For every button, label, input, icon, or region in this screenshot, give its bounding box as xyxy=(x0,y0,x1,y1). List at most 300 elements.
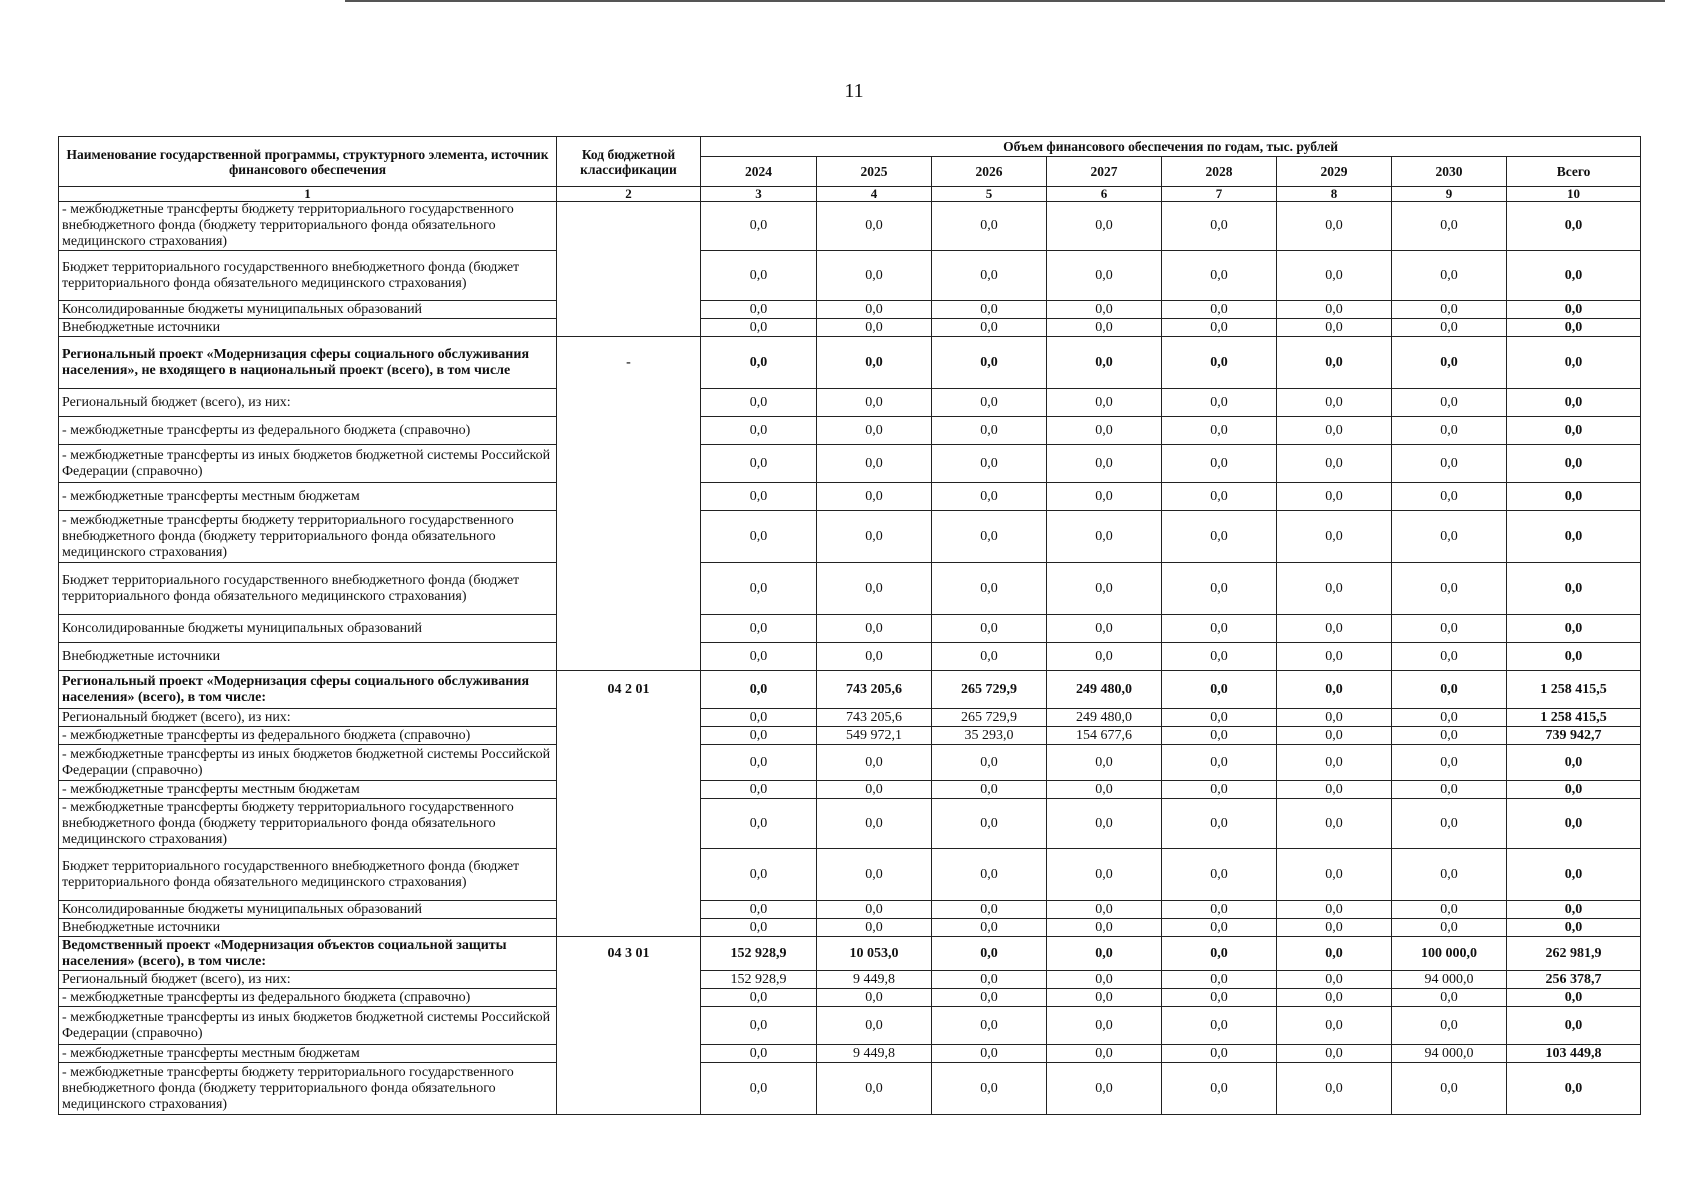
row-value: 0,0 xyxy=(701,901,817,919)
row-code xyxy=(557,919,701,937)
row-value: 94 000,0 xyxy=(1392,971,1507,989)
table-row xyxy=(59,643,1641,671)
row-total: 0,0 xyxy=(1507,849,1641,901)
row-total: 1 258 415,5 xyxy=(1507,671,1641,709)
row-name: Региональный бюджет (всего), из них: xyxy=(59,709,557,727)
row-value: 0,0 xyxy=(701,849,817,901)
row-total: 0,0 xyxy=(1507,901,1641,919)
column-number: 5 xyxy=(932,187,1047,202)
header-year: 2027 xyxy=(1047,157,1162,187)
table-row xyxy=(59,709,1641,727)
row-total: 0,0 xyxy=(1507,251,1641,301)
row-value: 0,0 xyxy=(1392,251,1507,301)
row-value: 0,0 xyxy=(1162,745,1277,781)
row-total: 0,0 xyxy=(1507,1063,1641,1115)
row-name: - межбюджетные трансферты из федерального бюджета (справочно) xyxy=(59,727,557,745)
row-total: 0,0 xyxy=(1507,781,1641,799)
row-value: 0,0 xyxy=(817,745,932,781)
row-value: 0,0 xyxy=(1392,745,1507,781)
row-value: 0,0 xyxy=(1162,1007,1277,1045)
header-row-1 xyxy=(59,137,1641,157)
row-value: 0,0 xyxy=(1047,483,1162,511)
row-value: 0,0 xyxy=(1047,643,1162,671)
row-value: 0,0 xyxy=(932,919,1047,937)
row-value: 743 205,6 xyxy=(817,671,932,709)
row-value: 0,0 xyxy=(1162,901,1277,919)
header-year: 2030 xyxy=(1392,157,1507,187)
row-value: 0,0 xyxy=(1392,1007,1507,1045)
row-value: 0,0 xyxy=(701,301,817,319)
row-value: 0,0 xyxy=(1162,319,1277,337)
row-value: 9 449,8 xyxy=(817,971,932,989)
row-value: 0,0 xyxy=(1392,483,1507,511)
table-row xyxy=(59,971,1641,989)
row-value: 0,0 xyxy=(1162,202,1277,251)
row-value: 0,0 xyxy=(1162,445,1277,483)
row-value: 0,0 xyxy=(1047,901,1162,919)
row-value: 0,0 xyxy=(1277,1007,1392,1045)
row-value: 0,0 xyxy=(1277,919,1392,937)
column-number: 4 xyxy=(817,187,932,202)
header-name: Наименование государственной программы, структурного элемента, источник финансового обеспечения xyxy=(59,137,557,187)
row-name: Региональный бюджет (всего), из них: xyxy=(59,389,557,417)
row-value: 0,0 xyxy=(1162,937,1277,971)
row-value: 0,0 xyxy=(817,337,932,389)
row-value: 0,0 xyxy=(1277,563,1392,615)
row-name: - межбюджетные трансферты местным бюджетам xyxy=(59,1045,557,1063)
row-value: 0,0 xyxy=(1277,671,1392,709)
row-value: 35 293,0 xyxy=(932,727,1047,745)
row-value: 0,0 xyxy=(1392,511,1507,563)
row-value: 0,0 xyxy=(1162,417,1277,445)
row-value: 0,0 xyxy=(1162,643,1277,671)
row-value: 0,0 xyxy=(1162,971,1277,989)
row-total: 0,0 xyxy=(1507,643,1641,671)
row-name: Региональный бюджет (всего), из них: xyxy=(59,971,557,989)
row-name: Ведомственный проект «Модернизация объектов социальной защиты населения» (всего), в том числе: xyxy=(59,937,557,971)
table-row xyxy=(59,563,1641,615)
table-row xyxy=(59,849,1641,901)
row-value: 0,0 xyxy=(1277,989,1392,1007)
row-code xyxy=(557,563,701,615)
row-value: 0,0 xyxy=(1162,615,1277,643)
column-number: 2 xyxy=(557,187,701,202)
row-value: 0,0 xyxy=(932,319,1047,337)
row-total: 0,0 xyxy=(1507,1007,1641,1045)
table-row xyxy=(59,511,1641,563)
row-code xyxy=(557,251,701,301)
row-value: 0,0 xyxy=(1392,643,1507,671)
row-value: 743 205,6 xyxy=(817,709,932,727)
row-value: 0,0 xyxy=(817,319,932,337)
row-value: 0,0 xyxy=(701,483,817,511)
row-value: 0,0 xyxy=(1047,563,1162,615)
row-total: 0,0 xyxy=(1507,563,1641,615)
row-code xyxy=(557,989,701,1007)
row-code xyxy=(557,417,701,445)
row-total: 0,0 xyxy=(1507,989,1641,1007)
row-value: 0,0 xyxy=(701,389,817,417)
row-value: 0,0 xyxy=(701,1045,817,1063)
row-value: 0,0 xyxy=(1277,781,1392,799)
row-value: 0,0 xyxy=(817,511,932,563)
row-total: 0,0 xyxy=(1507,745,1641,781)
row-value: 0,0 xyxy=(1277,337,1392,389)
row-value: 0,0 xyxy=(932,989,1047,1007)
row-value: 0,0 xyxy=(1392,615,1507,643)
row-value: 0,0 xyxy=(1047,781,1162,799)
row-code xyxy=(557,615,701,643)
row-value: 0,0 xyxy=(701,615,817,643)
row-value: 0,0 xyxy=(1392,849,1507,901)
row-value: 0,0 xyxy=(1162,919,1277,937)
row-value: 0,0 xyxy=(1392,781,1507,799)
row-value: 152 928,9 xyxy=(701,937,817,971)
row-code xyxy=(557,849,701,901)
row-total: 0,0 xyxy=(1507,615,1641,643)
row-total: 0,0 xyxy=(1507,389,1641,417)
row-value: 0,0 xyxy=(701,671,817,709)
table-row-project xyxy=(59,671,1641,709)
row-name: - межбюджетные трансферты из иных бюджетов бюджетной системы Российской Федерации (справочно) xyxy=(59,445,557,483)
row-value: 0,0 xyxy=(1392,389,1507,417)
row-value: 0,0 xyxy=(1162,1045,1277,1063)
row-value: 0,0 xyxy=(1162,337,1277,389)
row-code xyxy=(557,319,701,337)
row-value: 0,0 xyxy=(1277,971,1392,989)
row-value: 0,0 xyxy=(1277,643,1392,671)
row-code xyxy=(557,781,701,799)
row-value: 0,0 xyxy=(1047,919,1162,937)
row-value: 0,0 xyxy=(932,445,1047,483)
row-value: 0,0 xyxy=(932,483,1047,511)
row-value: 0,0 xyxy=(817,389,932,417)
row-code: 04 3 01 xyxy=(557,937,701,971)
row-value: 0,0 xyxy=(932,251,1047,301)
row-value: 0,0 xyxy=(932,901,1047,919)
row-value: 0,0 xyxy=(1392,337,1507,389)
table-row xyxy=(59,901,1641,919)
row-value: 0,0 xyxy=(1047,319,1162,337)
row-value: 0,0 xyxy=(932,745,1047,781)
row-name: - межбюджетные трансферты из федерального бюджета (справочно) xyxy=(59,989,557,1007)
row-value: 0,0 xyxy=(1047,389,1162,417)
row-value: 0,0 xyxy=(1392,901,1507,919)
row-total: 0,0 xyxy=(1507,511,1641,563)
row-value: 0,0 xyxy=(1047,615,1162,643)
row-value: 0,0 xyxy=(701,745,817,781)
row-code xyxy=(557,1045,701,1063)
row-value: 0,0 xyxy=(1277,799,1392,849)
row-value: 0,0 xyxy=(1277,849,1392,901)
row-value: 0,0 xyxy=(1047,511,1162,563)
row-code xyxy=(557,1063,701,1115)
row-value: 0,0 xyxy=(817,849,932,901)
column-number: 1 xyxy=(59,187,557,202)
row-value: 0,0 xyxy=(1392,202,1507,251)
row-value: 0,0 xyxy=(1392,417,1507,445)
table-row xyxy=(59,799,1641,849)
row-value: 0,0 xyxy=(1277,319,1392,337)
row-value: 0,0 xyxy=(817,251,932,301)
row-total: 0,0 xyxy=(1507,919,1641,937)
table-row xyxy=(59,615,1641,643)
header-year: 2025 xyxy=(817,157,932,187)
row-value: 0,0 xyxy=(1277,301,1392,319)
row-name: Внебюджетные источники xyxy=(59,919,557,937)
row-value: 0,0 xyxy=(932,849,1047,901)
column-number: 7 xyxy=(1162,187,1277,202)
row-value: 0,0 xyxy=(1277,511,1392,563)
row-name: Внебюджетные источники xyxy=(59,319,557,337)
row-name: - межбюджетные трансферты бюджету территориального государственного внебюджетного фонда (бюджету территориального фонда обязательного медицинского страхования) xyxy=(59,511,557,563)
row-value: 0,0 xyxy=(817,799,932,849)
row-value: 0,0 xyxy=(1047,1045,1162,1063)
row-value: 0,0 xyxy=(932,781,1047,799)
row-value: 0,0 xyxy=(932,337,1047,389)
row-name: Консолидированные бюджеты муниципальных образований xyxy=(59,615,557,643)
row-value: 0,0 xyxy=(817,781,932,799)
row-total: 1 258 415,5 xyxy=(1507,709,1641,727)
row-value: 0,0 xyxy=(1162,727,1277,745)
row-code xyxy=(557,511,701,563)
row-value: 0,0 xyxy=(1047,971,1162,989)
row-value: 0,0 xyxy=(817,643,932,671)
table-row xyxy=(59,445,1641,483)
row-value: 0,0 xyxy=(1162,849,1277,901)
row-value: 0,0 xyxy=(932,937,1047,971)
row-value: 0,0 xyxy=(701,799,817,849)
column-number: 10 xyxy=(1507,187,1641,202)
row-name: Региональный проект «Модернизация сферы социального обслуживания населения» (всего), в том числе: xyxy=(59,671,557,709)
row-total: 0,0 xyxy=(1507,483,1641,511)
table-row xyxy=(59,745,1641,781)
row-value: 0,0 xyxy=(1277,745,1392,781)
row-value: 0,0 xyxy=(1047,301,1162,319)
row-code xyxy=(557,301,701,319)
column-number: 6 xyxy=(1047,187,1162,202)
row-value: 0,0 xyxy=(1277,1045,1392,1063)
row-value: 265 729,9 xyxy=(932,709,1047,727)
row-value: 100 000,0 xyxy=(1392,937,1507,971)
row-value: 0,0 xyxy=(1047,799,1162,849)
row-total: 0,0 xyxy=(1507,799,1641,849)
row-value: 0,0 xyxy=(701,643,817,671)
row-value: 0,0 xyxy=(1162,563,1277,615)
column-number: 3 xyxy=(701,187,817,202)
table-row xyxy=(59,1007,1641,1045)
row-value: 0,0 xyxy=(817,1007,932,1045)
row-name: - межбюджетные трансферты бюджету территориального государственного внебюджетного фонда (бюджету территориального фонда обязательного медицинского страхования) xyxy=(59,202,557,251)
row-value: 0,0 xyxy=(701,251,817,301)
row-value: 0,0 xyxy=(1392,319,1507,337)
row-code xyxy=(557,445,701,483)
row-name: - межбюджетные трансферты местным бюджетам xyxy=(59,781,557,799)
row-value: 154 677,6 xyxy=(1047,727,1162,745)
row-value: 0,0 xyxy=(1162,251,1277,301)
table-row-project xyxy=(59,937,1641,971)
table-row xyxy=(59,251,1641,301)
row-value: 0,0 xyxy=(1277,901,1392,919)
row-value: 0,0 xyxy=(701,727,817,745)
row-value: 0,0 xyxy=(1277,417,1392,445)
row-value: 0,0 xyxy=(1392,919,1507,937)
row-code xyxy=(557,745,701,781)
row-value: 9 449,8 xyxy=(817,1045,932,1063)
row-value: 265 729,9 xyxy=(932,671,1047,709)
row-value: 249 480,0 xyxy=(1047,671,1162,709)
header-code: Код бюджетной классификации xyxy=(557,137,701,187)
table-row xyxy=(59,417,1641,445)
table-row xyxy=(59,202,1641,251)
row-value: 0,0 xyxy=(1047,417,1162,445)
row-name: - межбюджетные трансферты из иных бюджетов бюджетной системы Российской Федерации (справочно) xyxy=(59,745,557,781)
table-row xyxy=(59,389,1641,417)
row-value: 0,0 xyxy=(701,989,817,1007)
row-value: 0,0 xyxy=(1047,445,1162,483)
row-name: Консолидированные бюджеты муниципальных образований xyxy=(59,901,557,919)
header-year: 2026 xyxy=(932,157,1047,187)
row-value: 0,0 xyxy=(701,511,817,563)
row-code: - xyxy=(557,337,701,389)
row-value: 0,0 xyxy=(1277,202,1392,251)
row-value: 0,0 xyxy=(817,901,932,919)
table-row xyxy=(59,1063,1641,1115)
table-row xyxy=(59,483,1641,511)
row-value: 0,0 xyxy=(1277,389,1392,417)
row-value: 0,0 xyxy=(932,971,1047,989)
row-value: 0,0 xyxy=(1047,337,1162,389)
row-value: 0,0 xyxy=(1047,1063,1162,1115)
row-value: 0,0 xyxy=(1162,511,1277,563)
row-value: 0,0 xyxy=(701,563,817,615)
row-total: 256 378,7 xyxy=(1507,971,1641,989)
row-value: 0,0 xyxy=(1162,671,1277,709)
row-total: 262 981,9 xyxy=(1507,937,1641,971)
row-value: 0,0 xyxy=(932,1045,1047,1063)
row-value: 0,0 xyxy=(932,563,1047,615)
column-number: 8 xyxy=(1277,187,1392,202)
row-value: 0,0 xyxy=(932,202,1047,251)
header-year: 2024 xyxy=(701,157,817,187)
row-value: 0,0 xyxy=(701,1063,817,1115)
row-value: 0,0 xyxy=(1277,937,1392,971)
row-code xyxy=(557,727,701,745)
row-value: 0,0 xyxy=(1047,251,1162,301)
row-value: 249 480,0 xyxy=(1047,709,1162,727)
row-value: 0,0 xyxy=(1277,445,1392,483)
row-value: 0,0 xyxy=(1277,615,1392,643)
row-value: 0,0 xyxy=(932,389,1047,417)
row-value: 0,0 xyxy=(932,511,1047,563)
row-value: 0,0 xyxy=(701,1007,817,1045)
page-number: 11 xyxy=(844,80,864,102)
row-value: 94 000,0 xyxy=(1392,1045,1507,1063)
row-value: 0,0 xyxy=(1277,709,1392,727)
row-name: - межбюджетные трансферты из федерального бюджета (справочно) xyxy=(59,417,557,445)
row-total: 0,0 xyxy=(1507,417,1641,445)
table-row xyxy=(59,727,1641,745)
row-name: - межбюджетные трансферты бюджету территориального государственного внебюджетного фонда (бюджету территориального фонда обязательного медицинского страхования) xyxy=(59,1063,557,1115)
row-value: 0,0 xyxy=(701,781,817,799)
row-value: 0,0 xyxy=(932,301,1047,319)
row-value: 0,0 xyxy=(817,445,932,483)
financing-table xyxy=(58,136,1641,1115)
row-value: 0,0 xyxy=(1162,799,1277,849)
table-row xyxy=(59,919,1641,937)
table-row xyxy=(59,319,1641,337)
row-value: 549 972,1 xyxy=(817,727,932,745)
row-value: 0,0 xyxy=(1162,483,1277,511)
table-body xyxy=(59,202,1641,1115)
row-value: 0,0 xyxy=(1392,563,1507,615)
row-value: 0,0 xyxy=(701,709,817,727)
header-year: 2028 xyxy=(1162,157,1277,187)
row-value: 0,0 xyxy=(1162,1063,1277,1115)
row-name: - межбюджетные трансферты местным бюджетам xyxy=(59,483,557,511)
row-code: 04 2 01 xyxy=(557,671,701,709)
row-value: 0,0 xyxy=(1277,483,1392,511)
row-value: 0,0 xyxy=(1392,799,1507,849)
row-value: 0,0 xyxy=(1047,937,1162,971)
row-name: Внебюджетные источники xyxy=(59,643,557,671)
row-value: 10 053,0 xyxy=(817,937,932,971)
row-value: 0,0 xyxy=(1392,1063,1507,1115)
row-value: 0,0 xyxy=(817,202,932,251)
table-row-project xyxy=(59,337,1641,389)
header-year: 2029 xyxy=(1277,157,1392,187)
row-code xyxy=(557,1007,701,1045)
row-value: 0,0 xyxy=(817,989,932,1007)
row-value: 0,0 xyxy=(932,417,1047,445)
row-value: 0,0 xyxy=(1162,781,1277,799)
row-total: 103 449,8 xyxy=(1507,1045,1641,1063)
row-value: 0,0 xyxy=(701,202,817,251)
row-value: 0,0 xyxy=(1047,745,1162,781)
row-total: 739 942,7 xyxy=(1507,727,1641,745)
row-value: 0,0 xyxy=(1392,709,1507,727)
row-code xyxy=(557,389,701,417)
row-code xyxy=(557,202,701,251)
row-value: 0,0 xyxy=(817,1063,932,1115)
table-row xyxy=(59,301,1641,319)
row-value: 0,0 xyxy=(701,919,817,937)
row-name: - межбюджетные трансферты из иных бюджетов бюджетной системы Российской Федерации (справочно) xyxy=(59,1007,557,1045)
row-value: 0,0 xyxy=(932,1007,1047,1045)
row-value: 0,0 xyxy=(1277,1063,1392,1115)
row-value: 0,0 xyxy=(701,417,817,445)
row-code xyxy=(557,901,701,919)
row-code xyxy=(557,643,701,671)
table-row xyxy=(59,781,1641,799)
row-total: 0,0 xyxy=(1507,301,1641,319)
row-value: 0,0 xyxy=(1047,849,1162,901)
row-total: 0,0 xyxy=(1507,337,1641,389)
row-value: 0,0 xyxy=(1047,989,1162,1007)
row-value: 0,0 xyxy=(1277,727,1392,745)
row-value: 0,0 xyxy=(1392,671,1507,709)
row-value: 0,0 xyxy=(1162,389,1277,417)
row-value: 0,0 xyxy=(1047,1007,1162,1045)
row-value: 0,0 xyxy=(817,417,932,445)
row-value: 0,0 xyxy=(1392,301,1507,319)
row-value: 0,0 xyxy=(932,615,1047,643)
row-name: Бюджет территориального государственного внебюджетного фонда (бюджет территориального фонда обязательного медицинского страхования) xyxy=(59,251,557,301)
row-code xyxy=(557,971,701,989)
header-volume: Объем финансового обеспечения по годам, тыс. рублей xyxy=(701,137,1641,157)
row-name: Бюджет территориального государственного внебюджетного фонда (бюджет территориального фонда обязательного медицинского страхования) xyxy=(59,563,557,615)
row-value: 0,0 xyxy=(1162,709,1277,727)
